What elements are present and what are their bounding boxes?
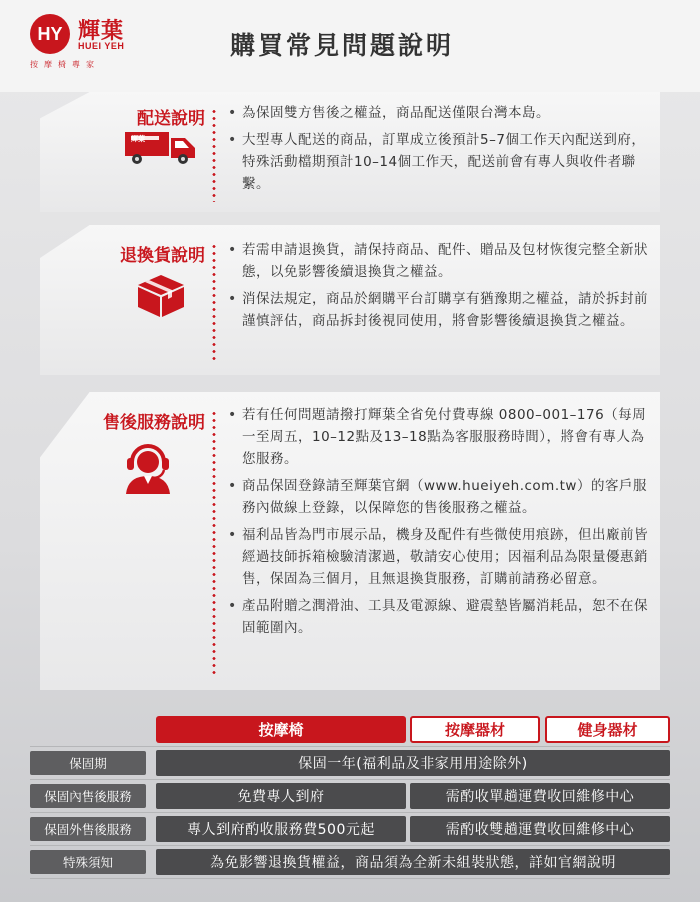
logo-mark-icon xyxy=(30,14,70,54)
column-header-fitness-equipment: 健身器材 xyxy=(545,716,670,743)
list-item: • 產品附贈之潤滑油、工具及電源線、避震墊皆屬消耗品，恕不在保固範圍內。 xyxy=(228,595,653,639)
returns-section-title: 退換貨說明 xyxy=(120,246,205,266)
returns-bullet-list xyxy=(228,239,653,337)
row-label-in-warranty-service: 保固內售後服務 xyxy=(30,784,146,808)
cell-special-notes: 為免影響退換貨權益，商品須為全新未組裝狀態，詳如官網說明 xyxy=(156,849,670,875)
row-divider xyxy=(30,845,670,846)
cell-out-of-warranty-chair: 專人到府酌收服務費500元起 xyxy=(156,816,406,842)
row-divider xyxy=(30,878,670,879)
package-box-icon xyxy=(136,273,186,319)
delivery-dotted-divider xyxy=(212,108,216,202)
cell-in-warranty-chair: 免費專人到府 xyxy=(156,783,406,809)
list-item: • 大型專人配送的商品，訂單成立後預計5–7個工作天內配送到府，特殊活動檔期預計10–14個工作天，配送前會有專人與收件者聯繫。 xyxy=(228,129,653,195)
after-sales-bullet-list xyxy=(228,404,653,644)
delivery-section xyxy=(40,92,660,212)
list-item: • 若有任何問題請撥打輝葉全省免付費專線 0800–001–176（每周一至周五，10–12點及13–18點為客服服務時間），將會有專人為您服務。 xyxy=(228,404,653,470)
cell-warranty-period: 保固一年(福利品及非家用用途除外) xyxy=(156,750,670,776)
cell-in-warranty-equipment: 需酌收單趟運費收回維修中心 xyxy=(410,783,670,809)
cell-out-of-warranty-equipment: 需酌收雙趟運費收回維修中心 xyxy=(410,816,670,842)
list-item: • 為保固雙方售後之權益，商品配送僅限台灣本島。 xyxy=(228,102,653,124)
returns-dotted-divider xyxy=(212,243,216,363)
list-item: • 福利品皆為門市展示品，機身及配件有些微使用痕跡，但出廠前皆經過技師拆箱檢驗清潔過，敬請安心使用；因福利品為限量優惠銷售，保固為三個月，且無退換貨服務，訂購前請務必留意。 xyxy=(228,524,653,590)
list-item: • 若需申請退換貨，請保持商品、配件、贈品及包材恢復完整全新狀態，以免影響後續退換貨之權益。 xyxy=(228,239,653,283)
truck-brand-text: 輝葉 xyxy=(131,135,145,143)
header xyxy=(0,0,700,92)
brand-name-cn: 輝葉 xyxy=(78,19,125,44)
list-item: • 消保法規定，商品於網購平台訂購享有猶豫期之權益，請於拆封前謹慎評估，商品拆封後視同使用，將會影響後續退換貨之權益。 xyxy=(228,288,653,332)
row-label-out-of-warranty-service: 保固外售後服務 xyxy=(30,817,146,841)
row-divider xyxy=(30,812,670,813)
brand-logo[interactable] xyxy=(30,14,140,74)
after-sales-section-title: 售後服務說明 xyxy=(103,413,205,433)
column-header-massage-chair: 按摩椅 xyxy=(156,716,406,743)
column-header-massage-equipment: 按摩器材 xyxy=(410,716,540,743)
row-label-warranty-period: 保固期 xyxy=(30,751,146,775)
logo-mark-text: HY xyxy=(37,23,63,44)
after-sales-section xyxy=(40,392,660,690)
delivery-truck-icon xyxy=(125,130,197,166)
delivery-section-title: 配送說明 xyxy=(137,109,205,129)
row-label-special-notes: 特殊須知 xyxy=(30,850,146,874)
list-item: • 商品保固登錄請至輝葉官網（www.hueiyeh.com.tw）的客戶服務內做線上登錄，以保障您的售後服務之權益。 xyxy=(228,475,653,519)
customer-service-headset-icon xyxy=(122,438,174,494)
returns-section xyxy=(40,225,660,375)
page-title: 購買常見問題說明 xyxy=(230,31,455,60)
brand-name-en: HUEI YEH xyxy=(78,41,125,51)
brand-tagline: 按摩椅專家 xyxy=(30,60,100,69)
after-sales-dotted-divider xyxy=(212,410,216,678)
row-divider xyxy=(30,779,670,780)
row-divider xyxy=(30,746,670,747)
delivery-bullet-list xyxy=(228,102,653,200)
